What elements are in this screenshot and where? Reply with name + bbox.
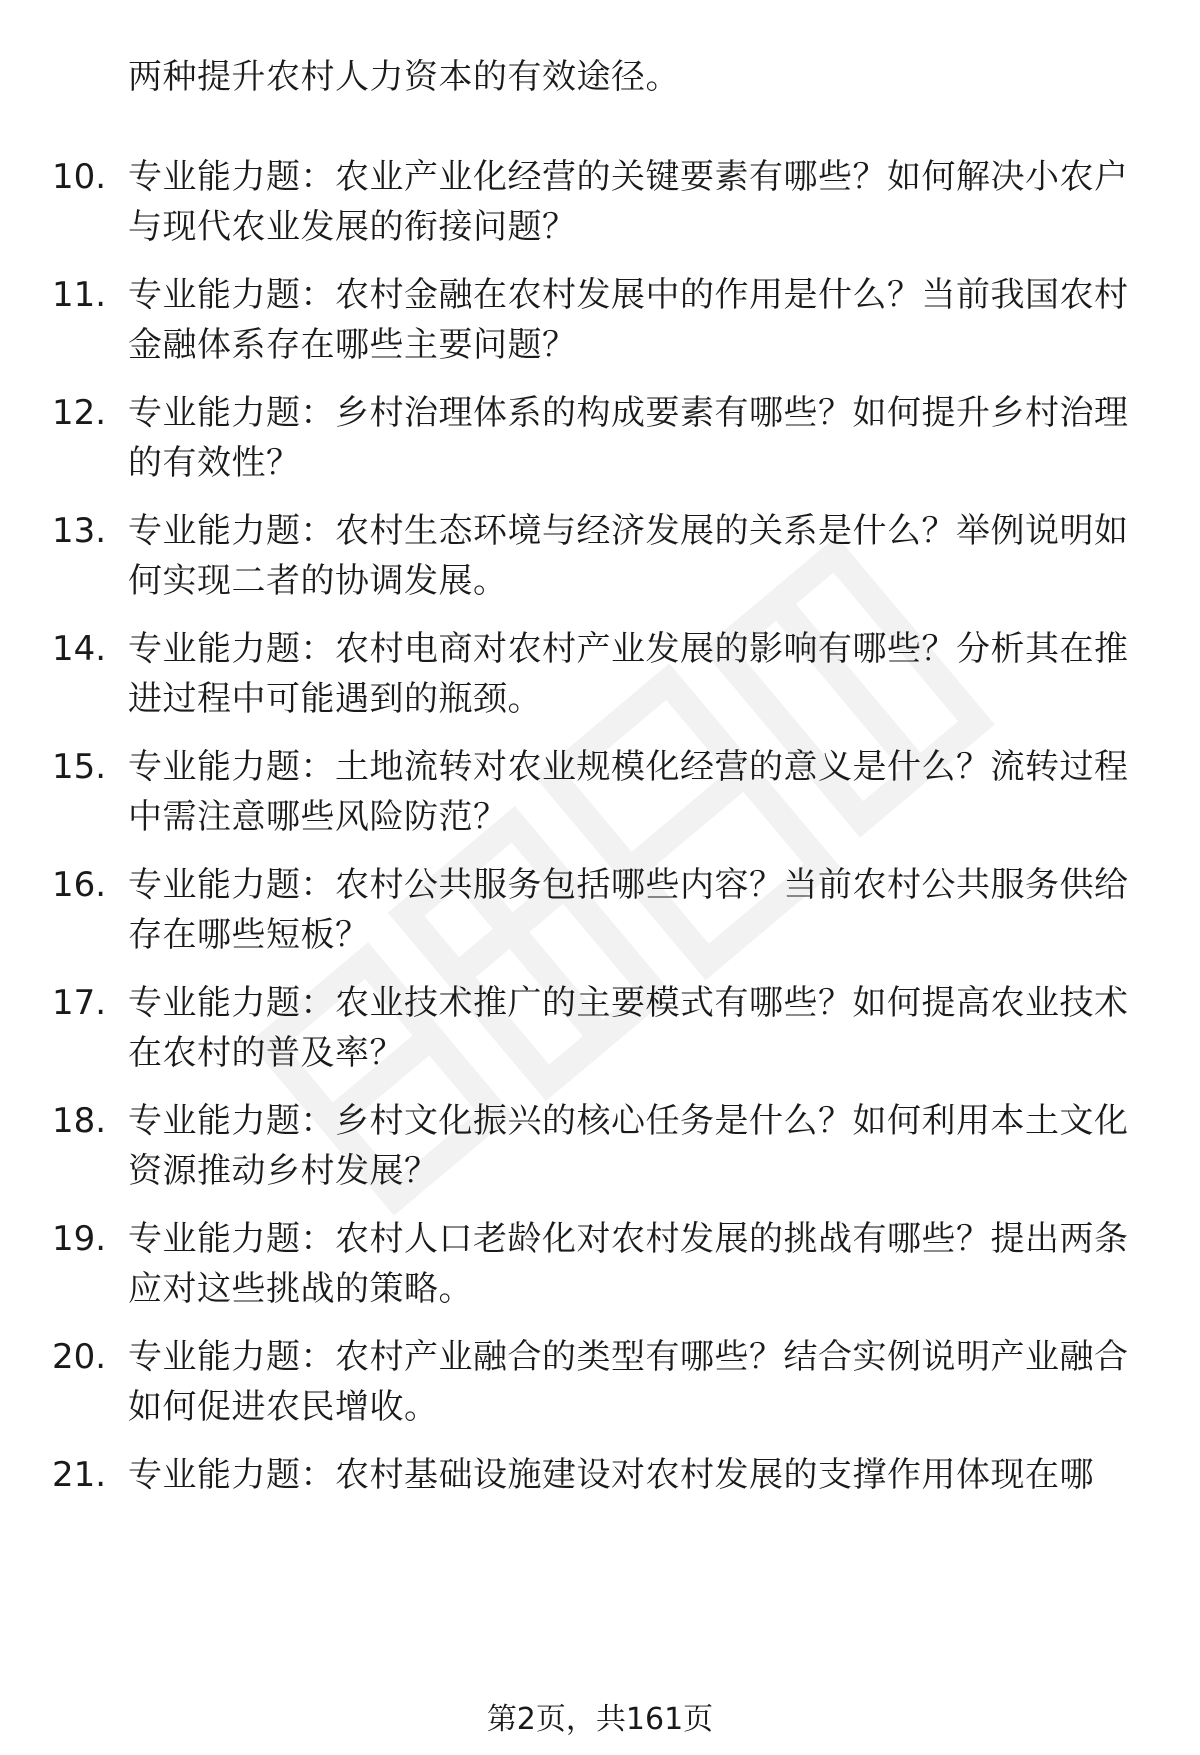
- question-text: 专业能力题：农业技术推广的主要模式有哪些？如何提高农业技术在农村的普及率？: [128, 983, 1129, 1073]
- question-number: 12.: [52, 393, 107, 433]
- list-item: [0, 270, 1200, 390]
- continued-text: 两种提升农村人力资本的有效途径。: [128, 57, 680, 97]
- question-text: 专业能力题：农村公共服务包括哪些内容？当前农村公共服务供给存在哪些短板？: [128, 865, 1129, 955]
- question-number: 13.: [52, 511, 107, 551]
- question-text: 专业能力题：农业产业化经营的关键要素有哪些？如何解决小农户与现代农业发展的衔接问题？: [128, 157, 1129, 247]
- question-number: 11.: [52, 275, 107, 315]
- list-item: [0, 1214, 1200, 1334]
- question-number: 16.: [52, 865, 107, 905]
- question-number: 17.: [52, 983, 107, 1023]
- list-item: [0, 152, 1200, 272]
- list-item: [0, 388, 1200, 508]
- question-text: 专业能力题：农村电商对农村产业发展的影响有哪些？分析其在推进过程中可能遇到的瓶颈。: [128, 629, 1129, 719]
- list-item: [0, 978, 1200, 1098]
- question-number: 10.: [52, 157, 107, 197]
- question-number: 20.: [52, 1337, 107, 1377]
- list-item: [0, 742, 1200, 862]
- question-text: 专业能力题：农村产业融合的类型有哪些？结合实例说明产业融合如何促进农民增收。: [128, 1337, 1129, 1427]
- list-item: [0, 860, 1200, 980]
- question-text: 专业能力题：乡村治理体系的构成要素有哪些？如何提升乡村治理的有效性？: [128, 393, 1129, 483]
- list-item: [0, 624, 1200, 744]
- page-footer: 第2页，共161页: [486, 1702, 714, 1737]
- question-number: 14.: [52, 629, 107, 669]
- question-text: 专业能力题：农村金融在农村发展中的作用是什么？当前我国农村金融体系存在哪些主要问题？: [128, 275, 1129, 365]
- question-number: 21.: [52, 1455, 107, 1495]
- question-text: 专业能力题：乡村文化振兴的核心任务是什么？如何利用本土文化资源推动乡村发展？: [128, 1101, 1129, 1191]
- question-number: 19.: [52, 1219, 107, 1259]
- list-item: [0, 1450, 1200, 1510]
- list-item: [0, 1332, 1200, 1452]
- list-item: [0, 1096, 1200, 1216]
- question-number: 15.: [52, 747, 107, 787]
- list-item: [0, 506, 1200, 626]
- question-number: 18.: [52, 1101, 107, 1141]
- question-text: 专业能力题：农村生态环境与经济发展的关系是什么？举例说明如何实现二者的协调发展。: [128, 511, 1129, 601]
- question-text: 专业能力题：农村人口老龄化对农村发展的挑战有哪些？提出两条应对这些挑战的策略。: [128, 1219, 1129, 1309]
- question-text: 专业能力题：土地流转对农业规模化经营的意义是什么？流转过程中需注意哪些风险防范？: [128, 747, 1129, 837]
- question-text: 专业能力题：农村基础设施建设对农村发展的支撑作用体现在哪: [128, 1455, 1094, 1495]
